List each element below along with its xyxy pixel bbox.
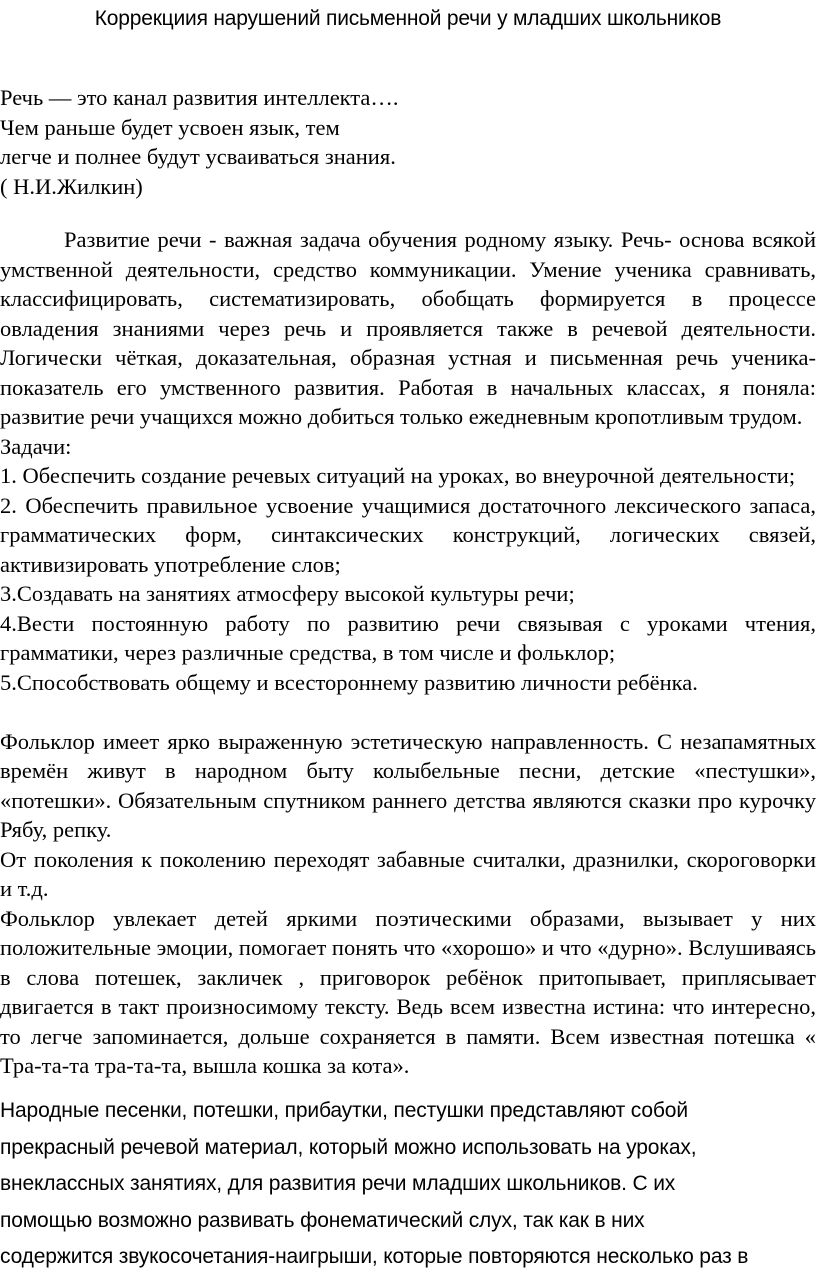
folklore-paragraph: Фольклор имеет ярко выраженную эстетическую направленность. С незапамятных времён живут в народном быту колыбельные песни, детские «пестушки», «потешки». Обязательным спутником раннего детства являются сказки про курочку Рябу, репку. — [0, 728, 816, 842]
epigraph-author: ( Н.И.Жилкин) — [0, 173, 143, 199]
closing-paragraph — [0, 1093, 816, 1276]
task-item: 2. Обеспечить правильное усвоение учащимися достаточного лексического запаса, грамматических форм, синтаксических конструкций, логических связей, активизировать употребление слов; — [0, 492, 816, 577]
tasks-heading: Задачи: — [0, 433, 72, 459]
epigraph-line: Речь — это канал развития интеллекта…. — [0, 85, 399, 110]
closing-line: прекрасный речевой материал, который можно использовать на уроках, — [0, 1135, 697, 1159]
closing-line: помощью возможно развивать фонематический слух, так как в них — [0, 1208, 645, 1232]
document-title: Коррекциия нарушений письменной речи у младших школьников — [94, 7, 722, 30]
folklore-paragraph: Фольклор увлекает детей яркими поэтическими образами, вызывает у них положительные эмоции, помогает понять что «хорошо» и что «дурно». Вслушиваясь в слова потешек, закличек , приговорок ребёнок притопывает, приплясывает двигается в такт произносимому тексту. Ведь всем известна истина: что интересно, то легче запоминается, дольше сохраняется в памяти. Всем известная потешка « Тра-та-та тра-та-та, вышла кошка за кота». — [0, 905, 816, 1078]
closing-line: внеклассных занятиях, для развития речи младших школьников. С их — [0, 1172, 676, 1195]
task-item: 3.Создавать на занятиях атмосферу высокой культуры речи; — [0, 581, 575, 606]
task-item: 5.Способствовать общему и всестороннему развитию личности ребёнка. — [0, 669, 698, 695]
epigraph-line: легче и полнее будут усваиваться знания. — [0, 144, 396, 169]
closing-line: содержится звукосочетания-наигрыши, которые повторяются несколько раз в — [0, 1245, 749, 1268]
epigraph — [0, 83, 640, 201]
epigraph-line: Чем раньше будет усвоен язык, тем — [0, 114, 340, 140]
task-item: 4.Вести постоянную работу по развитию речи связывая с уроками чтения, грамматики, через различные средства, в том числе и фольклор; — [0, 610, 816, 665]
closing-line: Народные песенки, потешки, прибаутки, пестушки представляют собой — [0, 1099, 688, 1122]
paragraph-gap — [0, 697, 816, 727]
task-item: 1. Обеспечить создание речевых ситуаций на уроках, во внеурочной деятельности; — [0, 463, 796, 488]
folklore-paragraph: От поколения к поколению переходят забавные считалки, дразнилки, скороговорки и т.д. — [0, 846, 816, 901]
intro-paragraph: Развитие речи - важная задача обучения родному языку. Речь- основа всякой умственной деятельности, средство коммуникации. Умение ученика сравнивать, классифицировать, систематизировать, обобщать формируется в процессе овладения знаниями через речь и проявляется также в речевой деятельности. Логически чёткая, доказательная, образная устная и письменная речь ученика- показатель его умственного развития. Работая в начальных классах, я поняла: развитие речи учащихся можно добиться только ежедневным кропотливым трудом. — [0, 227, 816, 429]
main-text — [0, 225, 816, 1081]
